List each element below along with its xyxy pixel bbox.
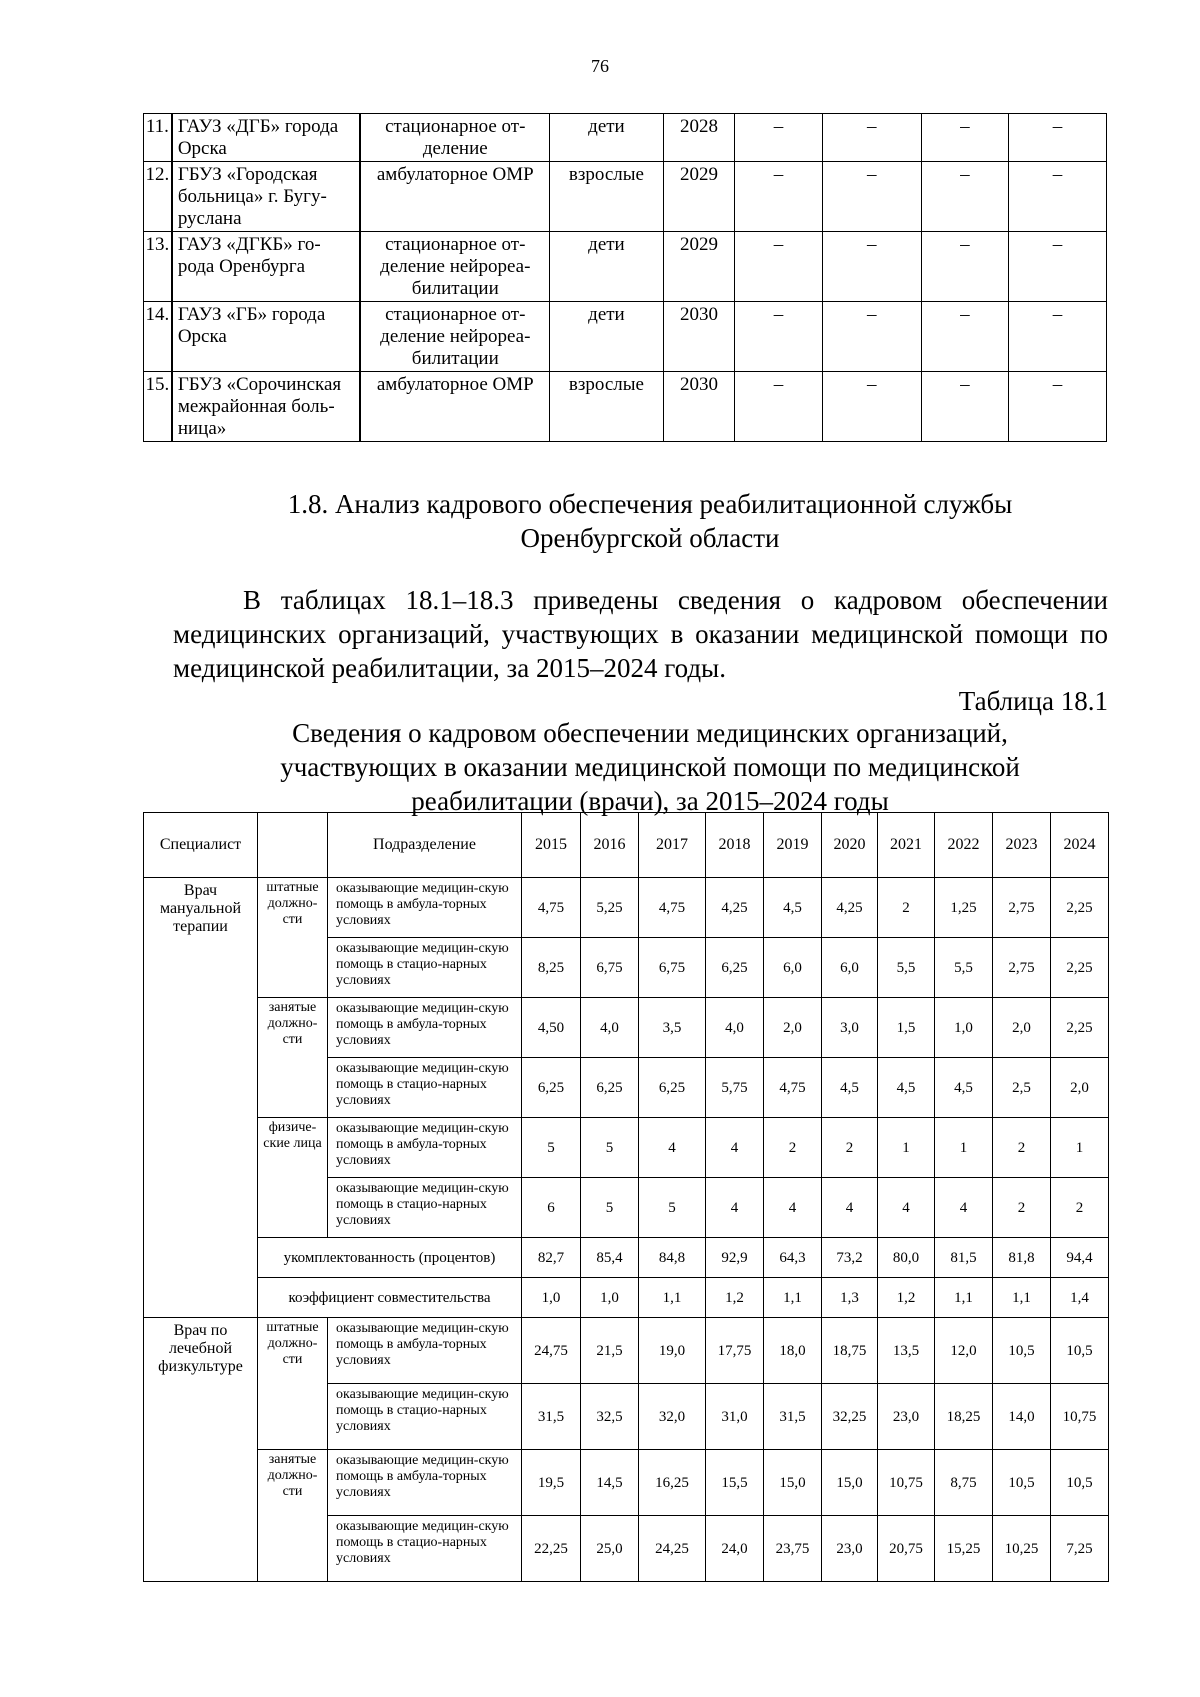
year-cell: 2028: [663, 114, 735, 162]
value-cell: 5,25: [581, 878, 639, 938]
value-cell: 4: [822, 1178, 878, 1238]
organization-cell: ГБУЗ «Сорочинская межрайонная боль-ница»: [172, 372, 360, 442]
value-cell: –: [735, 232, 822, 302]
value-cell: 15,0: [822, 1450, 878, 1516]
patients-cell: дети: [550, 302, 663, 372]
value-cell: 10,5: [1051, 1450, 1109, 1516]
value-cell: 1,1: [993, 1278, 1051, 1318]
header-cell: Специалист: [144, 813, 258, 878]
value-cell: 24,0: [706, 1516, 764, 1582]
value-cell: 32,0: [639, 1384, 706, 1450]
unit-cell: оказывающие медицин-скую помощь в амбула-торных условиях: [328, 1450, 522, 1516]
table-row: [144, 998, 1109, 1058]
value-cell: 2,25: [1051, 878, 1109, 938]
unit-cell: оказывающие медицин-скую помощь в амбула-торных условиях: [328, 1118, 522, 1178]
value-cell: 18,75: [822, 1318, 878, 1384]
value-cell: –: [921, 232, 1008, 302]
value-cell: 3,0: [822, 998, 878, 1058]
value-cell: 6,0: [822, 938, 878, 998]
table-row: [144, 302, 1107, 372]
header-year-cell: 2021: [878, 813, 935, 878]
table-row: [144, 1118, 1109, 1178]
value-cell: 2,75: [993, 938, 1051, 998]
patients-cell: взрослые: [550, 162, 663, 232]
group-cell: занятые должно-сти: [258, 998, 328, 1118]
value-cell: 4: [878, 1178, 935, 1238]
value-cell: 81,5: [935, 1238, 993, 1278]
value-cell: 1: [1051, 1118, 1109, 1178]
value-cell: 1,0: [935, 998, 993, 1058]
value-cell: 18,25: [935, 1384, 993, 1450]
unit-cell: оказывающие медицин-скую помощь в амбула-торных условиях: [328, 878, 522, 938]
value-cell: 80,0: [878, 1238, 935, 1278]
group-cell: занятые должно-сти: [258, 1450, 328, 1582]
value-cell: 2,0: [993, 998, 1051, 1058]
value-cell: 7,25: [1051, 1516, 1109, 1582]
header-year-cell: 2024: [1051, 813, 1109, 878]
value-cell: 5,5: [935, 938, 993, 998]
value-cell: 2,0: [1051, 1058, 1109, 1118]
value-cell: 21,5: [581, 1318, 639, 1384]
value-cell: 3,5: [639, 998, 706, 1058]
value-cell: 1,2: [706, 1278, 764, 1318]
value-cell: 23,0: [878, 1384, 935, 1450]
value-cell: 25,0: [581, 1516, 639, 1582]
value-cell: 10,75: [1051, 1384, 1109, 1450]
value-cell: 4: [764, 1178, 822, 1238]
organization-cell: ГАУЗ «ДГБ» города Орска: [172, 114, 360, 162]
table-row: [144, 162, 1107, 232]
table-caption: [200, 716, 1100, 818]
specialist-cell: Врач мануальной терапии: [144, 878, 258, 1318]
specialist-cell: Врач по лечебной физкультуре: [144, 1318, 258, 1582]
value-cell: 6,75: [639, 938, 706, 998]
value-cell: –: [735, 114, 822, 162]
table-row: [144, 114, 1107, 162]
value-cell: –: [921, 162, 1008, 232]
value-cell: 1: [878, 1118, 935, 1178]
value-cell: 1,1: [639, 1278, 706, 1318]
value-cell: –: [1008, 232, 1106, 302]
year-cell: 2030: [663, 302, 735, 372]
value-cell: 19,0: [639, 1318, 706, 1384]
value-cell: 2: [993, 1118, 1051, 1178]
unit-cell: оказывающие медицин-скую помощь в стацио-нарных условиях: [328, 1516, 522, 1582]
value-cell: 1,5: [878, 998, 935, 1058]
unit-cell: оказывающие медицин-скую помощь в стацио-нарных условиях: [328, 1384, 522, 1450]
header-year-cell: 2023: [993, 813, 1051, 878]
row-number-cell: 14.: [144, 302, 172, 372]
value-cell: –: [735, 302, 822, 372]
value-cell: 4,25: [822, 878, 878, 938]
value-cell: 8,75: [935, 1450, 993, 1516]
value-cell: 10,25: [993, 1516, 1051, 1582]
value-cell: 1,25: [935, 878, 993, 938]
value-cell: 82,7: [522, 1238, 581, 1278]
section-title-line: 1.8. Анализ кадрового обеспечения реабилитационной службы: [287, 489, 1013, 519]
value-cell: 31,5: [764, 1384, 822, 1450]
value-cell: 13,5: [878, 1318, 935, 1384]
value-cell: 4,5: [764, 878, 822, 938]
value-cell: –: [921, 302, 1008, 372]
value-cell: –: [1008, 114, 1106, 162]
unit-cell: оказывающие медицин-скую помощь в амбула-торных условиях: [328, 1318, 522, 1384]
header-year-cell: 2017: [639, 813, 706, 878]
value-cell: 32,25: [822, 1384, 878, 1450]
page-number: 76: [591, 56, 609, 76]
row-number-cell: 15.: [144, 372, 172, 442]
value-cell: 4,5: [935, 1058, 993, 1118]
value-cell: 23,75: [764, 1516, 822, 1582]
value-cell: 4,0: [581, 998, 639, 1058]
value-cell: 1,0: [581, 1278, 639, 1318]
row-number-cell: 12.: [144, 162, 172, 232]
value-cell: 10,5: [993, 1318, 1051, 1384]
value-cell: 8,25: [522, 938, 581, 998]
table-row: [144, 1318, 1109, 1384]
value-cell: 4,75: [764, 1058, 822, 1118]
value-cell: 18,0: [764, 1318, 822, 1384]
organization-cell: ГБУЗ «Городская больница» г. Бугу-руслана: [172, 162, 360, 232]
value-cell: 4,0: [706, 998, 764, 1058]
unit-cell: стационарное от-деление нейрореа-билитации: [360, 302, 550, 372]
value-cell: 16,25: [639, 1450, 706, 1516]
value-cell: 5: [581, 1118, 639, 1178]
value-cell: 4,5: [822, 1058, 878, 1118]
value-cell: 24,75: [522, 1318, 581, 1384]
value-cell: 4,25: [706, 878, 764, 938]
value-cell: 2,25: [1051, 938, 1109, 998]
value-cell: 1,1: [764, 1278, 822, 1318]
value-cell: 31,0: [706, 1384, 764, 1450]
value-cell: 5: [639, 1178, 706, 1238]
unit-cell: стационарное от-деление нейрореа-билитации: [360, 232, 550, 302]
value-cell: 6,25: [581, 1058, 639, 1118]
value-cell: –: [921, 372, 1008, 442]
value-cell: –: [822, 302, 921, 372]
value-cell: 1: [935, 1118, 993, 1178]
value-cell: 22,25: [522, 1516, 581, 1582]
value-cell: 31,5: [522, 1384, 581, 1450]
unit-cell: оказывающие медицин-скую помощь в стацио-нарных условиях: [328, 1178, 522, 1238]
value-cell: 94,4: [1051, 1238, 1109, 1278]
value-cell: 19,5: [522, 1450, 581, 1516]
value-cell: –: [822, 372, 921, 442]
table-row: [144, 1450, 1109, 1516]
year-cell: 2029: [663, 232, 735, 302]
value-cell: 2: [878, 878, 935, 938]
value-cell: 5,5: [878, 938, 935, 998]
header-cell: [258, 813, 328, 878]
value-cell: 2,75: [993, 878, 1051, 938]
value-cell: 14,5: [581, 1450, 639, 1516]
header-year-cell: 2016: [581, 813, 639, 878]
value-cell: 85,4: [581, 1238, 639, 1278]
value-cell: –: [735, 162, 822, 232]
value-cell: 15,0: [764, 1450, 822, 1516]
paragraph-line: медицинской реабилитации, за 2015–2024 годы.: [173, 653, 726, 683]
header-year-cell: 2018: [706, 813, 764, 878]
value-cell: 1,2: [878, 1278, 935, 1318]
header-year-cell: 2020: [822, 813, 878, 878]
value-cell: –: [822, 232, 921, 302]
value-cell: 10,5: [993, 1450, 1051, 1516]
value-cell: 17,75: [706, 1318, 764, 1384]
table-row: [144, 232, 1107, 302]
value-cell: 92,9: [706, 1238, 764, 1278]
value-cell: 4,75: [522, 878, 581, 938]
value-cell: 5,75: [706, 1058, 764, 1118]
value-cell: –: [1008, 302, 1106, 372]
value-cell: 5: [522, 1118, 581, 1178]
unit-cell: амбулаторное ОМР: [360, 372, 550, 442]
value-cell: 15,5: [706, 1450, 764, 1516]
header-year-cell: 2022: [935, 813, 993, 878]
value-cell: –: [1008, 162, 1106, 232]
unit-cell: стационарное от-деление: [360, 114, 550, 162]
summary-label-cell: укомплектованность (процентов): [258, 1238, 522, 1278]
unit-cell: оказывающие медицин-скую помощь в стацио-нарных условиях: [328, 938, 522, 998]
facilities-table: [143, 113, 1107, 442]
value-cell: 73,2: [822, 1238, 878, 1278]
summary-label-cell: коэффициент совместительства: [258, 1278, 522, 1318]
table-header-row: [144, 813, 1109, 878]
value-cell: 15,25: [935, 1516, 993, 1582]
value-cell: 2,25: [1051, 998, 1109, 1058]
value-cell: 32,5: [581, 1384, 639, 1450]
value-cell: 4: [706, 1118, 764, 1178]
value-cell: –: [822, 114, 921, 162]
value-cell: 6,25: [522, 1058, 581, 1118]
organization-cell: ГАУЗ «ГБ» города Орска: [172, 302, 360, 372]
group-cell: физиче-ские лица: [258, 1118, 328, 1238]
paragraph-line: В таблицах 18.1–18.3 приведены сведения о кадровом обеспечении: [243, 585, 1108, 615]
value-cell: 2: [1051, 1178, 1109, 1238]
value-cell: 6,0: [764, 938, 822, 998]
value-cell: 6: [522, 1178, 581, 1238]
value-cell: 4,5: [878, 1058, 935, 1118]
header-cell: Подразделение: [328, 813, 522, 878]
value-cell: 14,0: [993, 1384, 1051, 1450]
value-cell: –: [735, 372, 822, 442]
value-cell: 84,8: [639, 1238, 706, 1278]
row-number-cell: 11.: [144, 114, 172, 162]
year-cell: 2030: [663, 372, 735, 442]
value-cell: 4,75: [639, 878, 706, 938]
value-cell: –: [822, 162, 921, 232]
value-cell: 10,5: [1051, 1318, 1109, 1384]
patients-cell: дети: [550, 114, 663, 162]
unit-cell: оказывающие медицин-скую помощь в амбула-торных условиях: [328, 998, 522, 1058]
value-cell: 2,5: [993, 1058, 1051, 1118]
group-cell: штатные должно-сти: [258, 1318, 328, 1450]
value-cell: 20,75: [878, 1516, 935, 1582]
caption-line: реабилитации (врачи), за 2015–2024 годы: [411, 786, 889, 816]
value-cell: 24,25: [639, 1516, 706, 1582]
paragraph-line: медицинских организаций, участвующих в оказании медицинской помощи по: [173, 619, 1108, 649]
value-cell: 5: [581, 1178, 639, 1238]
value-cell: 2: [993, 1178, 1051, 1238]
value-cell: 12,0: [935, 1318, 993, 1384]
value-cell: 1,3: [822, 1278, 878, 1318]
group-cell: штатные должно-сти: [258, 878, 328, 998]
caption-line: Сведения о кадровом обеспечении медицинских организаций,: [292, 718, 1008, 748]
staffing-table: [143, 812, 1109, 1582]
value-cell: 4: [639, 1118, 706, 1178]
value-cell: –: [921, 114, 1008, 162]
value-cell: 1,1: [935, 1278, 993, 1318]
value-cell: 81,8: [993, 1238, 1051, 1278]
value-cell: 2,0: [764, 998, 822, 1058]
value-cell: 2: [764, 1118, 822, 1178]
value-cell: 4,50: [522, 998, 581, 1058]
value-cell: 10,75: [878, 1450, 935, 1516]
unit-cell: оказывающие медицин-скую помощь в стацио-нарных условиях: [328, 1058, 522, 1118]
table-row: [144, 372, 1107, 442]
value-cell: –: [1008, 372, 1106, 442]
value-cell: 6,25: [639, 1058, 706, 1118]
table-row: [144, 1238, 1109, 1278]
patients-cell: дети: [550, 232, 663, 302]
row-number-cell: 13.: [144, 232, 172, 302]
year-cell: 2029: [663, 162, 735, 232]
value-cell: 1,4: [1051, 1278, 1109, 1318]
section-title: [200, 487, 1100, 555]
value-cell: 6,25: [706, 938, 764, 998]
value-cell: 4: [935, 1178, 993, 1238]
value-cell: 6,75: [581, 938, 639, 998]
patients-cell: взрослые: [550, 372, 663, 442]
table-row: [144, 878, 1109, 938]
table-row: [144, 1278, 1109, 1318]
value-cell: 64,3: [764, 1238, 822, 1278]
header-year-cell: 2015: [522, 813, 581, 878]
table-label: Таблица 18.1: [958, 686, 1108, 716]
section-title-line: Оренбургской области: [520, 523, 780, 553]
value-cell: 23,0: [822, 1516, 878, 1582]
value-cell: 4: [706, 1178, 764, 1238]
value-cell: 2: [822, 1118, 878, 1178]
header-year-cell: 2019: [764, 813, 822, 878]
value-cell: 1,0: [522, 1278, 581, 1318]
caption-line: участвующих в оказании медицинской помощи по медицинской: [280, 752, 1020, 782]
organization-cell: ГАУЗ «ДГКБ» го-рода Оренбурга: [172, 232, 360, 302]
unit-cell: амбулаторное ОМР: [360, 162, 550, 232]
